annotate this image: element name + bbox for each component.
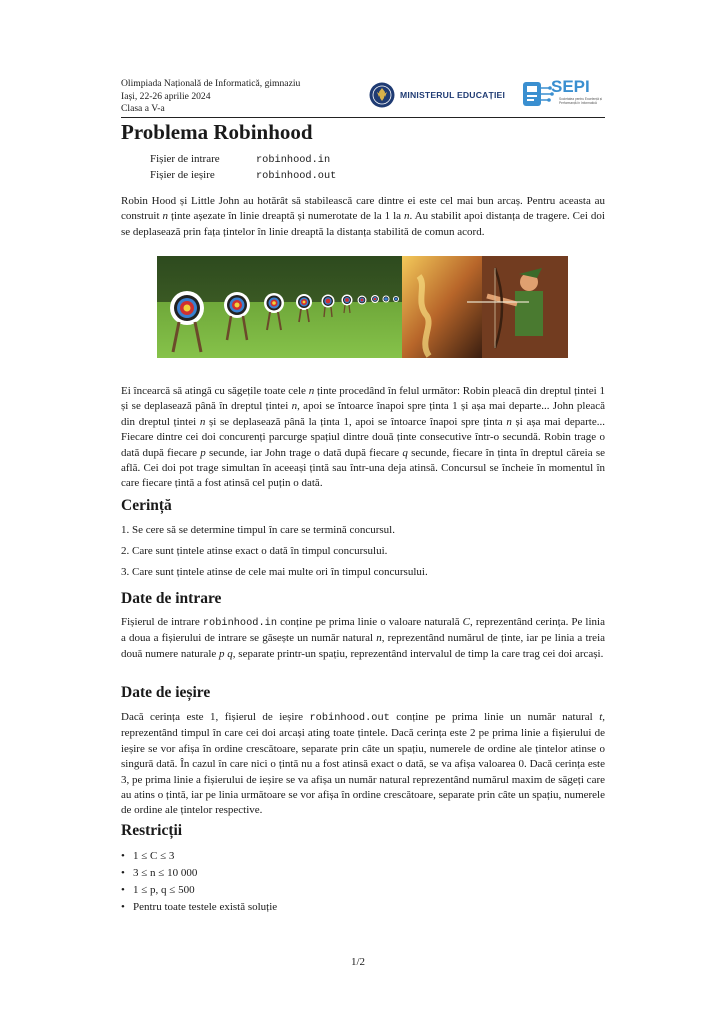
header-divider [121,117,605,118]
date-intrare-heading: Date de intrare [121,590,222,607]
file-info [150,152,336,184]
contest-location-date: Iași, 22-26 aprilie 2024 [121,90,211,102]
input-file-name: robinhood.in [256,154,331,166]
list-item: • 3 ≤ n ≤ 10 000 [121,867,198,879]
list-item: 1. Se cere să se determine timpul în care se termină concursul. [121,524,395,536]
sepi-circuit-icon [521,78,555,112]
date-intrare-paragraph: Fișierul de intrare robinhood.in conține pe prima linie o valoare naturală C, reprezentând cerința. Pe linia a doua a fișierului de intrare se găsește un număr natural n, reprezentând numărul de ținte, iar pe linia a treia două numere naturale p q, separate printr-un spațiu, reprezentând intervalul de timp la care trag cei doi arcași. [121,616,606,660]
sepi-logo [521,78,605,112]
list-item: • Pentru toate testele există soluție [121,901,278,913]
archery-targets-illustration [157,256,568,358]
sepi-label: SEPI [551,77,590,96]
list-item: • 1 ≤ p, q ≤ 500 [121,884,195,896]
page-header [121,78,605,120]
input-file-label: Fișier de intrare [150,153,220,165]
date-iesire-heading: Date de ieșire [121,684,211,701]
restrictii-list [121,848,277,916]
page-number: 1/2 [351,956,366,968]
output-file-label: Fișier de ieșire [150,169,215,181]
list-item: 2. Care sunt țintele atinse exact o dată în timpul concursului. [121,545,388,557]
contest-grade: Clasa a V-a [121,103,165,114]
intro-paragraph: Robin Hood și Little John au hotărât să stabilească care dintre ei este cel mai bun arcaș. Pentru aceasta au construit n ținte așezate în linie dreaptă și numerotate de la 1 la n. Au stabilit apoi distanța de tragere. Cei doi se deplasează prin fața țintelor în linie dreaptă la distanța stabilită de comun acord. [121,195,605,238]
page-title: Problema Robinhood [121,120,313,144]
list-item: 3. Care sunt țintele atinse de cele mai multe ori în timpul concursului. [121,566,428,578]
story-paragraph: Ei încearcă să atingă cu săgețile toate cele n ținte procedând în felul următor: Robin pleacă din dreptul țintei 1 și se deplasează până în dreptul țintei n, apoi se întoarce înapoi spre ținta 1 și așa mai departe... John pleacă din dreptul țintei n și se deplasează până la ținta 1, apoi se întoarce înapoi spre ținta n și așa mai departe... Fiecare dintre cei doi concurenți parcurge spațiul dintre două ținte consecutive într-o secundă. Robin trage o dată după fiecare p secunde, iar John trage o dată după fiecare q secunde, fiecare în ținta în dreptul căreia se află. Cei doi pot trage simultan în aceeași țintă sau într-una deja atinsă. Concursul se încheie în momentul în care fiecare țintă a fost atinsă cel puțin o dată. [121,385,605,490]
list-item: • 1 ≤ C ≤ 3 [121,850,175,862]
sepi-subtitle: Societatea pentru Excelență și Performanță în Informatică [559,97,603,105]
cerinta-heading: Cerință [121,497,172,514]
output-file-name: robinhood.out [256,170,337,182]
contest-name: Olimpiada Națională de Informatică, gimnaziu [121,78,301,89]
ministry-logo [369,80,505,110]
ministry-label: MINISTERUL EDUCAȚIEI [400,90,506,100]
contest-info [121,78,300,116]
date-iesire-paragraph: Dacă cerința este 1, fișierul de ieșire robinhood.out conține pe prima linie un număr natural t, reprezentând timpul în care cei doi arcași ating toate țintele. Dacă cerința este 2 pe prima linie a fișierului de ieșire se vor afișa în ordine crescătoare, separate prin câte un spațiu, numerele de ordine ale țintelor atinse o singură dată. În cazul în care nici o țintă nu a fost atinsă exact o dată, se va afișa valoarea 0. Dacă cerința este 3, pe prima linie a fișierului de ieșire se va afișa un număr natural reprezentând numărul maxim de săgeți care au atins o țintă, iar pe linia următoare se vor afișa în ordine crescătoare, separate prin câte un spațiu, numerele de ordine ale țintelor respective. [121,711,605,817]
cerinta-list [121,524,428,587]
ministry-crest-icon [369,82,395,108]
restrictii-heading: Restricții [121,822,183,839]
archery-banner-image [157,256,568,358]
